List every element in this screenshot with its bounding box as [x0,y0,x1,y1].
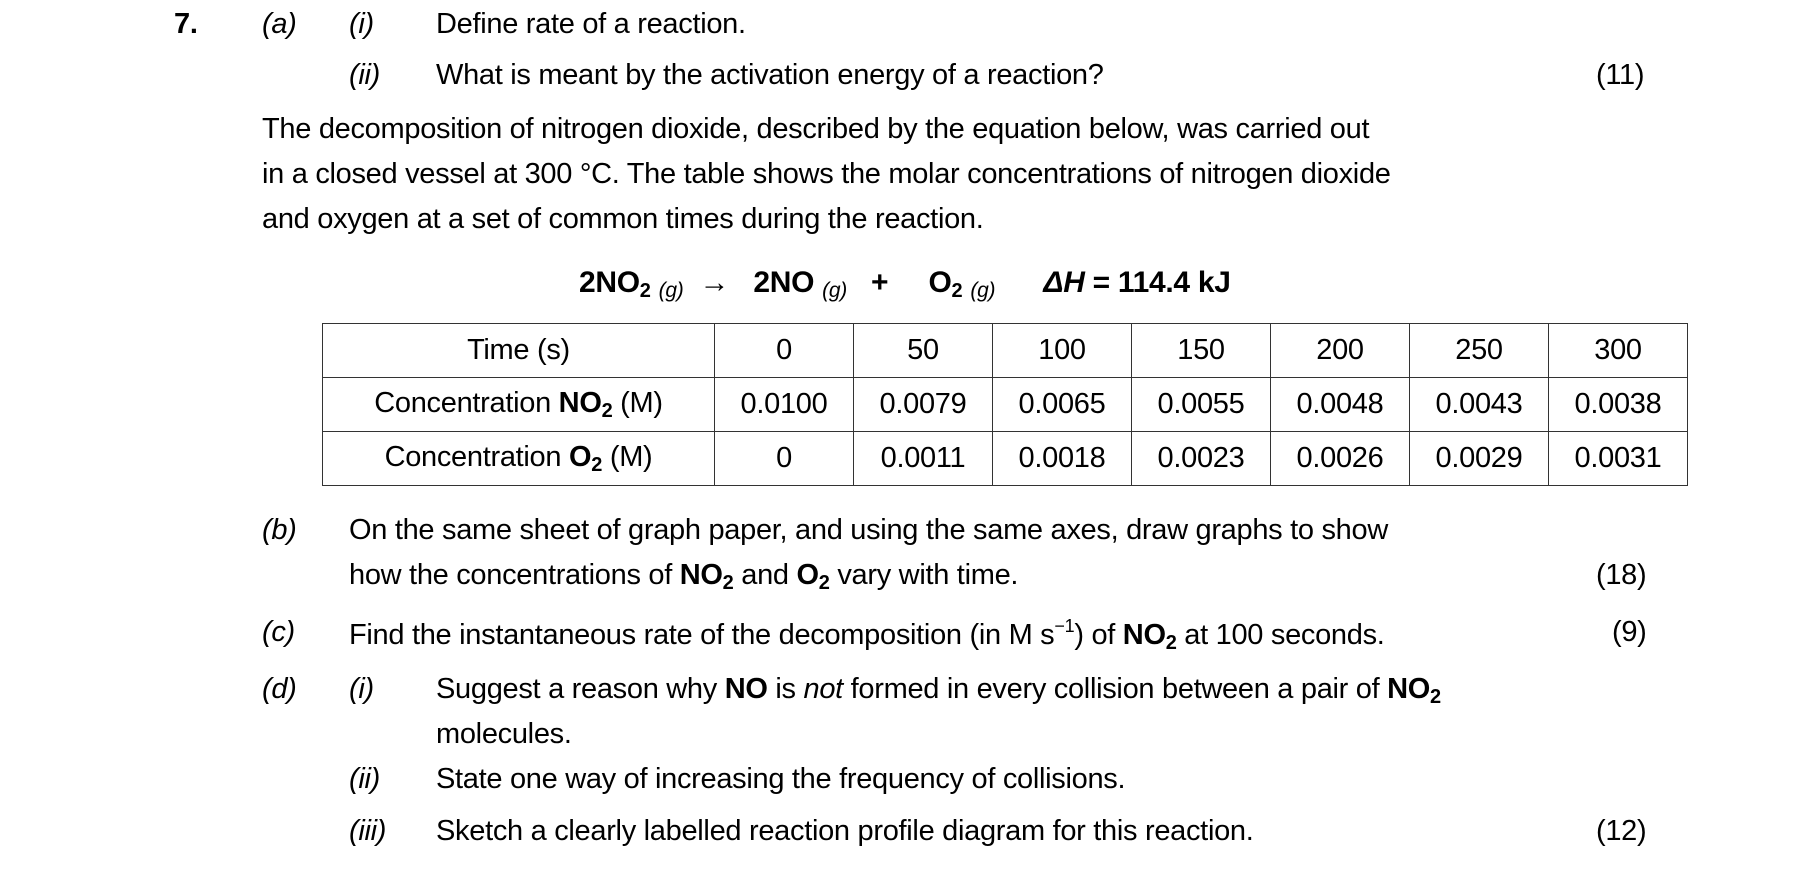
part-d-i-line-2: molecules. [436,718,572,750]
eq-product1-phase: (g) [822,279,847,302]
table-cell: 0.0026 [1271,432,1410,486]
eq-plus: + [871,266,889,299]
no2-header-unit: (M) [612,386,663,419]
part-b-no2: NO [679,559,723,591]
eq-reactant-sub: 2 [639,280,651,302]
part-c-marks: (9) [1612,616,1647,648]
part-b-text-b: and [733,559,797,591]
eq-enthalpy-value: = 114.4 kJ [1084,266,1231,299]
row-header-o2 [323,432,715,486]
part-d-i-text-c: formed in every collision between a pair of [842,673,1388,705]
row-header-time: Time (s) [323,324,715,378]
part-b-marks: (18) [1596,559,1647,591]
question-number: 7. [174,8,198,40]
part-c-superscript: −1 [1054,616,1075,636]
eq-delta-h: ΔH [1043,266,1085,299]
eq-reactant: 2NO [579,266,640,299]
table-cell: 100 [993,324,1132,378]
part-c-text [349,616,1385,655]
table-cell: 50 [854,324,993,378]
table-cell: 0.0100 [715,378,854,432]
table-cell: 0.0029 [1410,432,1549,486]
table-cell: 0.0011 [854,432,993,486]
table-cell: 150 [1132,324,1271,378]
part-c-text-a: Find the instantaneous rate of the decomposition (in M s [349,619,1055,651]
no2-header-sub: 2 [601,399,613,422]
table-row-time [323,324,1688,378]
table-cell: 250 [1410,324,1549,378]
part-b-line-2 [349,559,1018,595]
part-d-label: (d) [262,673,297,705]
table-cell: 0.0018 [993,432,1132,486]
o2-header-unit: (M) [602,440,653,473]
part-c-text-c: at 100 seconds. [1176,619,1385,651]
part-b-label: (b) [262,514,297,546]
part-c-no2-sub: 2 [1165,632,1177,654]
part-d-i-text-b: is [767,673,804,705]
table-cell: 0.0043 [1410,378,1549,432]
eq-product2-phase: (g) [970,279,996,302]
eq-reactant-phase: (g) [658,279,684,302]
chemical-equation [579,266,1231,303]
table-cell: 0.0065 [993,378,1132,432]
part-b-text-a: how the concentrations of [349,559,680,591]
part-b-no2-sub: 2 [722,572,734,594]
table-cell: 0.0023 [1132,432,1271,486]
part-d-i-no2-sub: 2 [1430,686,1441,708]
part-a-ii-label: (ii) [349,59,381,91]
eq-product2: O [928,266,952,299]
part-c-no2: NO [1122,619,1166,651]
intro-line-1: The decomposition of nitrogen dioxide, described by the equation below, was carried out [262,113,1370,145]
part-d-i-text [436,673,1441,709]
part-b-text-c: vary with time. [829,559,1019,591]
intro-line-2: in a closed vessel at 300 °C. The table shows the molar concentrations of nitrogen dioxide [262,158,1391,190]
concentration-table [322,323,1688,486]
table-cell: 0.0079 [854,378,993,432]
eq-arrow-icon: → [699,266,730,299]
eq-product2-sub: 2 [951,280,963,302]
part-d-ii-text: State one way of increasing the frequency of collisions. [436,763,1126,795]
part-d-i-text-a: Suggest a reason why [436,673,725,705]
part-d-iii-text: Sketch a clearly labelled reaction profile diagram for this reaction. [436,815,1254,847]
table-cell: 0.0038 [1549,378,1688,432]
o2-header-prefix: Concentration [384,440,569,473]
eq-product1: 2NO [753,266,815,299]
part-d-iii-label: (iii) [349,815,387,847]
part-a-marks: (11) [1596,59,1645,91]
part-a-i-label: (i) [349,8,374,40]
table-cell: 300 [1549,324,1688,378]
part-a-i-text: Define rate of a reaction. [436,8,746,40]
row-header-no2 [323,378,715,432]
part-b-o2: O [796,559,819,591]
table-row-o2 [323,432,1688,486]
part-b-line-1: On the same sheet of graph paper, and using the same axes, draw graphs to show [349,514,1388,546]
table-cell: 0.0031 [1549,432,1688,486]
no2-header-prefix: Concentration [374,386,559,419]
part-d-i-label: (i) [349,673,374,705]
no2-header-formula: NO [558,386,602,419]
o2-header-sub: 2 [591,453,603,476]
eq-enthalpy [1043,266,1230,299]
table-cell: 0.0048 [1271,378,1410,432]
part-d-i-no: NO [724,673,768,705]
part-c-label: (c) [262,616,295,648]
table-cell: 0 [715,432,854,486]
table-cell: 0 [715,324,854,378]
part-a-ii-text: What is meant by the activation energy of a reaction? [436,59,1104,91]
part-d-marks: (12) [1596,815,1647,847]
intro-line-3: and oxygen at a set of common times during the reaction. [262,203,984,235]
part-d-i-not: not [803,673,843,705]
part-c-text-b: ) of [1074,619,1123,651]
table-cell: 0.0055 [1132,378,1271,432]
part-a-label: (a) [262,8,297,40]
table-row-no2 [323,378,1688,432]
part-b-o2-sub: 2 [818,572,830,594]
table-cell: 200 [1271,324,1410,378]
part-d-i-no2: NO [1387,673,1431,705]
o2-header-formula: O [568,440,592,473]
part-d-ii-label: (ii) [349,763,381,795]
